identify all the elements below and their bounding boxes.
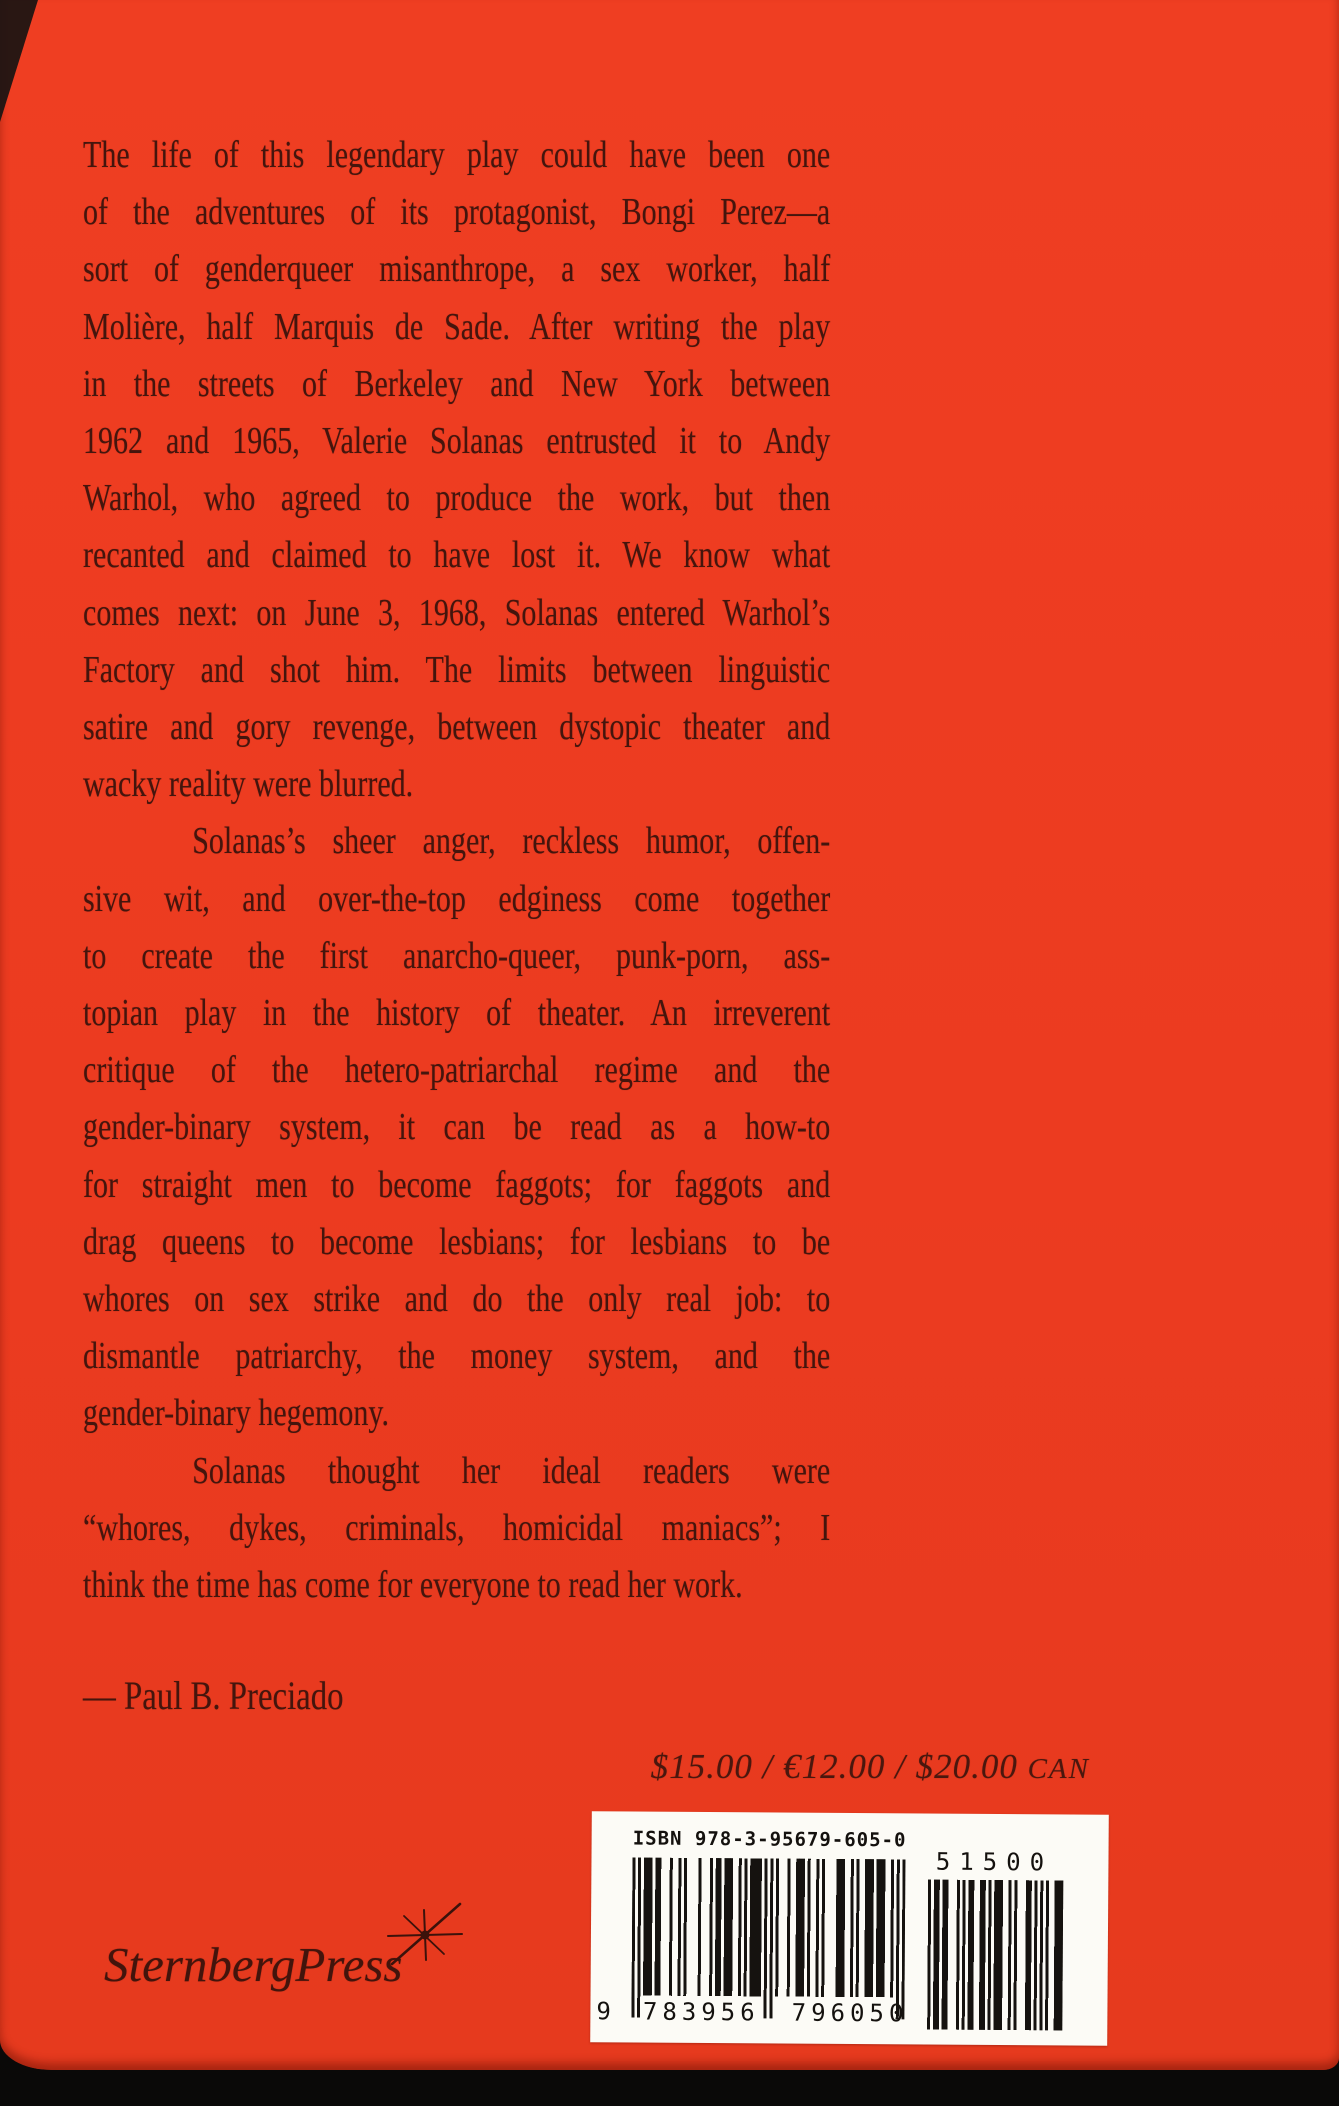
blurb-line: for straight men to become faggots; for faggots and	[83, 1163, 831, 1206]
attribution: — Paul B. Preciado	[83, 1673, 344, 1718]
blurb-line: sort of genderqueer misanthrope, a sex worker, half	[83, 248, 831, 291]
barcode-digits	[596, 1997, 908, 2027]
scan-corner-artifact	[0, 0, 38, 122]
blurb-line: critique of the hetero-patriarchal regime and the	[83, 1049, 831, 1092]
blurb-line: topian play in the history of theater. An irreverent	[83, 992, 831, 1035]
price-amounts: $15.00 / €12.00 / $20.00	[650, 1747, 1028, 1786]
barcode-digit-group-left: 783956	[642, 1997, 760, 2027]
blurb-line: to create the first anarcho-queer, punk-porn, ass-	[83, 934, 831, 977]
ean5-addon-barcode	[924, 1880, 1063, 2036]
back-cover-blurb	[83, 127, 830, 1614]
blurb-line: drag queens to become lesbians; for lesbians to be	[83, 1220, 831, 1263]
price-currency-note: CAN	[1027, 1753, 1090, 1785]
barcode-digit-group-right: 796050	[791, 1998, 909, 2028]
barcode-label	[590, 1811, 1109, 2046]
blurb-line: whores on sex strike and do the only real job: to	[83, 1278, 831, 1321]
blurb-line: of the adventures of its protagonist, Bongi Perez—a	[83, 191, 831, 234]
blurb-line: Solanas thought her ideal readers were	[192, 1449, 831, 1492]
barcode-addon-digits: 51500	[935, 1847, 1054, 1877]
blurb-line: wacky reality were blurred.	[83, 763, 414, 806]
blurb-line: sive wit, and over-the-top edginess come together	[83, 877, 831, 920]
blurb-line: “whores, dykes, criminals, homicidal maniacs”; I	[83, 1506, 831, 1549]
blurb-line: satire and gory revenge, between dystopic theater and	[83, 706, 831, 749]
blurb-line: comes next: on June 3, 1968, Solanas entered Warhol’s	[83, 591, 831, 634]
blurb-line: recanted and claimed to have lost it. We know what	[83, 534, 831, 577]
isbn-text: ISBN 978-3-95679-605-0	[632, 1827, 907, 1852]
blurb-line: 1962 and 1965, Valerie Solanas entrusted it to Andy	[83, 420, 831, 463]
blurb-line: The life of this legendary play could have been one	[83, 134, 831, 176]
blurb-line: gender-binary system, it can be read as a how-to	[83, 1106, 831, 1149]
blurb-line: dismantle patriarchy, the money system, and the	[83, 1335, 831, 1378]
blurb-line: think the time has come for everyone to read her work.	[83, 1564, 743, 1607]
blurb-line: gender-binary hegemony.	[83, 1392, 389, 1435]
publisher-logo: SternbergPress	[104, 1937, 403, 1992]
star-sparkle-icon	[386, 1898, 464, 1974]
price-line	[651, 1747, 1090, 1787]
barcode-digit-lead: 9	[596, 1997, 611, 2026]
blurb-line: Solanas’s sheer anger, reckless humor, offen-	[192, 820, 831, 863]
blurb-line: Molière, half Marquis de Sade. After writing the play	[83, 305, 831, 348]
blurb-line: Warhol, who agreed to produce the work, but then	[83, 477, 831, 520]
blurb-line: in the streets of Berkeley and New York between	[83, 362, 831, 405]
blurb-line: Factory and shot him. The limits between linguistic	[83, 648, 831, 691]
